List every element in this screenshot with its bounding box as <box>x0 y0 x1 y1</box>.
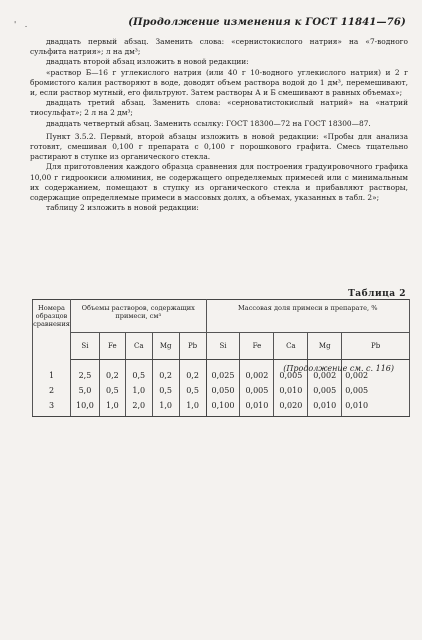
table-row <box>33 383 410 398</box>
volume-cell: 1,0 <box>179 398 206 417</box>
continuation-header: (Продолжение изменения к ГОСТ 11841—76) <box>128 17 406 28</box>
column-header-element: Si <box>206 333 240 360</box>
column-header-element: Si <box>70 333 99 360</box>
volume-cell: 2,5 <box>70 360 99 384</box>
mass-cell: 0,005 <box>308 383 342 398</box>
paragraph: Для приготовления каждого образца сравнения для построения градуировочного графика 10,00 г гидроокиси алюминия, не содержащего определяемых примесей или с минимальным их содержанием, помещают в ступку из органического стекла и прибавляют растворы, содержащие определяемые примеси в массовых долях, а объемах, указанных в табл. 2»; <box>30 162 408 203</box>
volume-cell: 0,5 <box>179 383 206 398</box>
mass-cell: 0,010 <box>308 398 342 417</box>
mass-cell: 0,005 <box>342 383 410 398</box>
mass-cell: 0,050 <box>206 383 240 398</box>
paragraph: двадцать третий абзац. Заменить слова: «серноватистокислый натрий» на «натрий тиосульфат»; 2 л на 2 дм³; <box>30 98 408 118</box>
mass-cell: 0,010 <box>240 398 274 417</box>
sample-number: 2 <box>33 383 71 398</box>
sample-number: 1 <box>33 360 71 384</box>
paragraph: двадцать второй абзац изложить в новой редакции: <box>46 57 249 67</box>
mass-cell: 0,002 <box>240 360 274 384</box>
column-header-element: Mg <box>308 333 342 360</box>
group-header-mass: Массовая доля примеси в препарате, % <box>206 300 409 333</box>
page-mark: ' . <box>14 20 31 29</box>
mass-cell: 0,010 <box>342 398 410 417</box>
table-caption: Таблица 2 <box>348 289 406 299</box>
body-text <box>30 37 408 213</box>
mass-cell: 0,020 <box>274 398 308 417</box>
column-header-element: Fe <box>240 333 274 360</box>
sample-number: 3 <box>33 398 71 417</box>
paragraph: «раствор Б—16 г углекислого натрия (или 40 г 10-водного углекислого натрия) и 2 г бромистого калия растворяют в воде, доводят объем раствора водой до 1 дм³, перемешивают, и, если раствор мутный, его фильтруют. Затем растворы А и Б смешивают в равных объемах»; <box>30 67 408 98</box>
paragraph: Пункт 3.5.2. Первый, второй абзацы изложить в новой редакции: «Пробы для анализа готовят, смешивая 0,100 г препарата с 0,100 г порошкового графита. Смесь тщательно растирают в ступке из органического стекла. <box>30 131 408 162</box>
volume-cell: 1,0 <box>125 383 152 398</box>
volume-cell: 10,0 <box>70 398 99 417</box>
mass-cell: 0,005 <box>274 360 308 384</box>
table-row <box>33 398 410 417</box>
paragraph: двадцать первый абзац. Заменить слова: «сернистокислого натрия» на «7-водного сульфита натрия»; л на дм³; <box>30 37 408 57</box>
volume-cell: 1,0 <box>152 398 179 417</box>
column-header-element: Pb <box>179 333 206 360</box>
column-header-element: Ca <box>125 333 152 360</box>
volume-cell: 5,0 <box>70 383 99 398</box>
column-header-element: Pb <box>342 333 410 360</box>
volume-cell: 0,2 <box>99 360 125 384</box>
paragraph: двадцать четвертый абзац. Заменить ссылку: ГОСТ 18300—72 на ГОСТ 18300—87. <box>46 118 371 128</box>
volume-cell: 0,2 <box>152 360 179 384</box>
group-header-volume: Объемы растворов, содержащих примеси, см³ <box>70 300 206 333</box>
paragraph: таблицу 2 изложить в новой редакции: <box>46 203 199 213</box>
mass-cell: 0,002 <box>342 360 410 384</box>
mass-cell: 0,100 <box>206 398 240 417</box>
continuation-note: (Продолжение см. с. 116) <box>283 364 394 373</box>
volume-cell: 0,5 <box>99 383 125 398</box>
mass-cell: 0,010 <box>274 383 308 398</box>
column-header-sample: Номера образцов сравнения <box>33 300 71 360</box>
volume-cell: 0,5 <box>152 383 179 398</box>
column-header-element: Ca <box>274 333 308 360</box>
volume-cell: 2,0 <box>125 398 152 417</box>
volume-cell: 1,0 <box>99 398 125 417</box>
volume-cell: 0,2 <box>179 360 206 384</box>
volume-cell: 0,5 <box>125 360 152 384</box>
column-header-element: Fe <box>99 333 125 360</box>
mass-cell: 0,002 <box>308 360 342 384</box>
mass-cell: 0,025 <box>206 360 240 384</box>
column-header-element: Mg <box>152 333 179 360</box>
data-table <box>32 299 410 417</box>
mass-cell: 0,005 <box>240 383 274 398</box>
